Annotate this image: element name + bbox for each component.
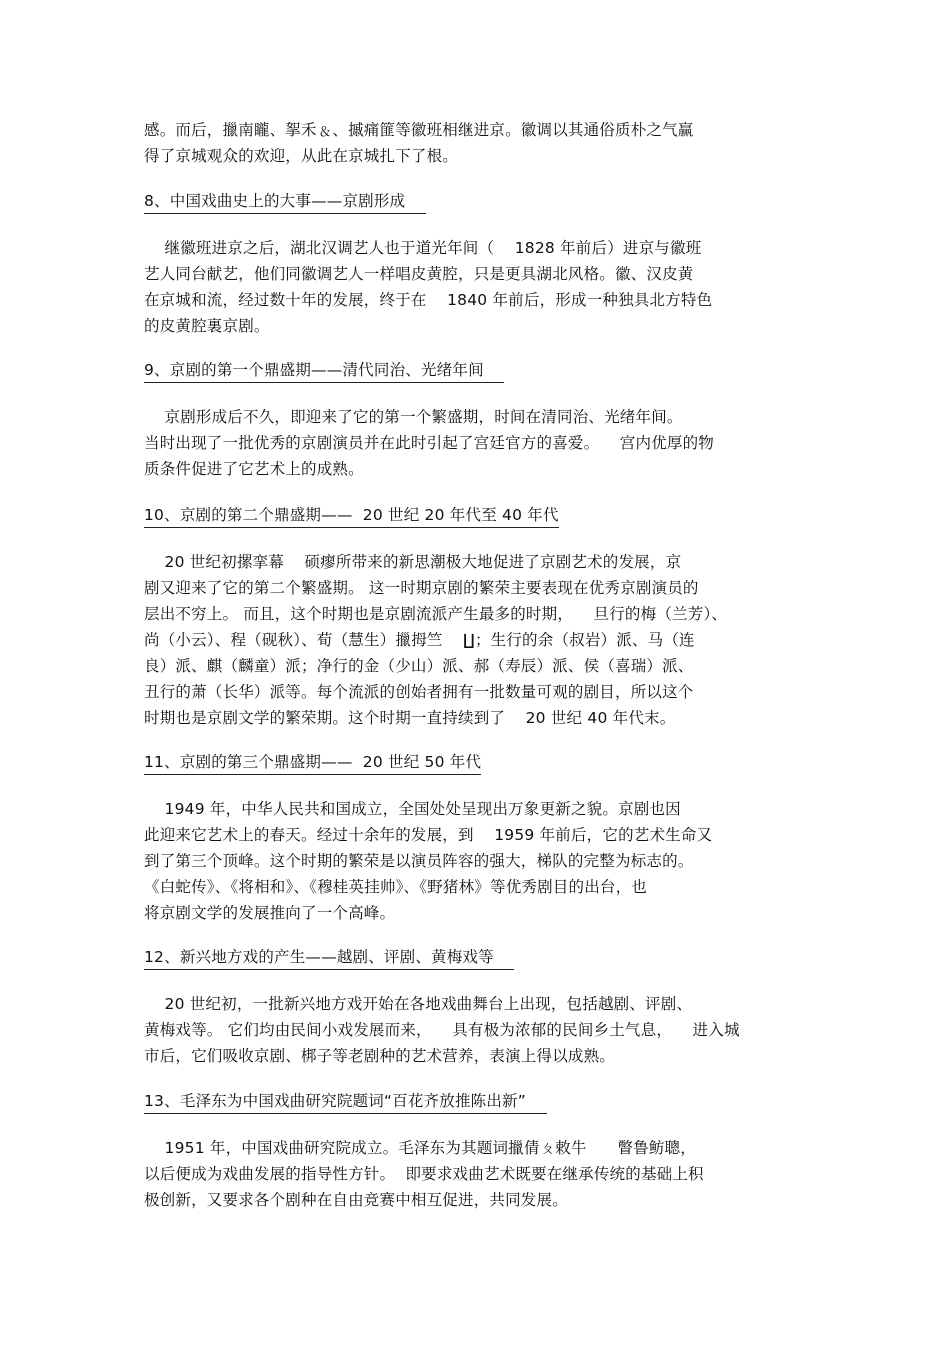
paragraph-line: 层出不穷上。 而且，这个时期也是京剧流派产生最多的时期， 旦行的梅（兰芳）、 (144, 605, 728, 623)
paragraph-line: 剧又迎来了它的第二个繁盛期。 这一时期京剧的繁荣主要表现在优秀京剧演员的 (144, 579, 699, 597)
paragraph-line: 在京城和流，经过数十年的发展，终于在 1840 年前后，形成一种独具北方特色 (144, 291, 713, 309)
paragraph-line: 1949 年，中华人民共和国成立，全国处处呈现出万象更新之貌。京剧也因 (144, 800, 681, 818)
paragraph-line: 的皮黄腔裏京剧。 (144, 317, 270, 335)
paragraph-line: 到了第三个顶峰。这个时期的繁荣是以演员阵容的强大，梯队的完整为标志的。 (144, 852, 694, 870)
section-heading-12: 12、新兴地方戏的产生——越剧、评剧、黄梅戏等 (144, 945, 514, 970)
section-heading-8: 8、中国戏曲史上的大事——京剧形成 (144, 189, 426, 214)
paragraph-line: 时期也是京剧文学的繁荣期。这个时期一直持续到了 20 世纪 40 年代末。 (144, 709, 676, 727)
intro-line: 感。而后，擸南矓、挐禾﹠、摵痛篚等徽班相继进京。徽调以其通俗质朴之气赢 (144, 121, 694, 139)
paragraph-line: 《白蛇传》、《将相和》、《穆桂英挂帅》、《野猪林》等优秀剧目的出台，也 (144, 878, 648, 896)
section-heading-11: 11、京剧的第三个鼎盛期—— 20 世纪 50 年代 (144, 750, 481, 775)
paragraph-line: 20 世纪初，一批新兴地方戏开始在各地戏曲舞台上出现，包括越剧、评剧、 (144, 995, 693, 1013)
paragraph-line: 良）派、麒（麟童）派；净行的金（少山）派、郝（寿辰）派、侯（喜瑞）派、 (144, 657, 694, 675)
paragraph-line: 以后便成为戏曲发展的指导性方针。 即要求戏曲艺术既要在继承传统的基础上积 (144, 1165, 704, 1183)
paragraph-line: 市后，它们吸收京剧、梆子等老剧种的艺术营养，表演上得以成熟。 (144, 1047, 616, 1065)
paragraph-line: 当时出现了一批优秀的京剧演员并在此时引起了宫廷官方的喜爱。 宫内优厚的物 (144, 434, 715, 452)
paragraph-line: 1951 年，中国戏曲研究院成立。毛泽东为其题词擸倩ㄆ敕牛 瞥鲁鲂聰， (144, 1139, 696, 1157)
paragraph-line: 黄梅戏等。 它们均由民间小戏发展而来， 具有极为浓郁的民间乡土气息， 进入城 (144, 1021, 740, 1039)
paragraph-line: 丑行的萧（长华）派等。每个流派的创始者拥有一批数量可观的剧目，所以这个 (144, 683, 694, 701)
paragraph-line: 质条件促进了它艺术上的成熟。 (144, 460, 364, 478)
paragraph-line: 此迎来它艺术上的春天。经过十余年的发展，到 1959 年前后，它的艺术生命又 (144, 826, 713, 844)
paragraph-line: 艺人同台献艺，他们同徽调艺人一样唱皮黄腔，只是更具湖北风格。徽、汉皮黄 (144, 265, 694, 283)
paragraph-line: 尚（小云）、程（砚秋）、荀（慧生）擸拇竺 ∐；生行的余（叔岩）派、马（连 (144, 631, 695, 649)
section-heading-10: 10、京剧的第二个鼎盛期—— 20 世纪 20 年代至 40 年代 (144, 503, 559, 528)
paragraph-line: 京剧形成后不久，即迎来了它的第一个繁盛期，时间在清同治、光绪年间。 (144, 408, 683, 426)
paragraph-line: 将京剧文学的发展推向了一个高峰。 (144, 904, 396, 922)
intro-line: 得了京城观众的欢迎，从此在京城扎下了根。 (144, 147, 459, 165)
section-heading-13: 13、毛泽东为中国戏曲研究院题词“百花齐放推陈出新” (144, 1089, 547, 1114)
section-heading-9: 9、京剧的第一个鼎盛期——清代同治、光绪年间 (144, 358, 504, 383)
paragraph-line: 20 世纪初摞挛幕 硕瘳所带来的新思潮极大地促进了京剧艺术的发展，京 (144, 553, 682, 571)
paragraph-line: 极创新，又要求各个剧种在自由竞赛中相互促进，共同发展。 (144, 1191, 568, 1209)
paragraph-line: 继徽班进京之后，湖北汉调艺人也于道光年间（ 1828 年前后）进京与徽班 (144, 239, 702, 257)
